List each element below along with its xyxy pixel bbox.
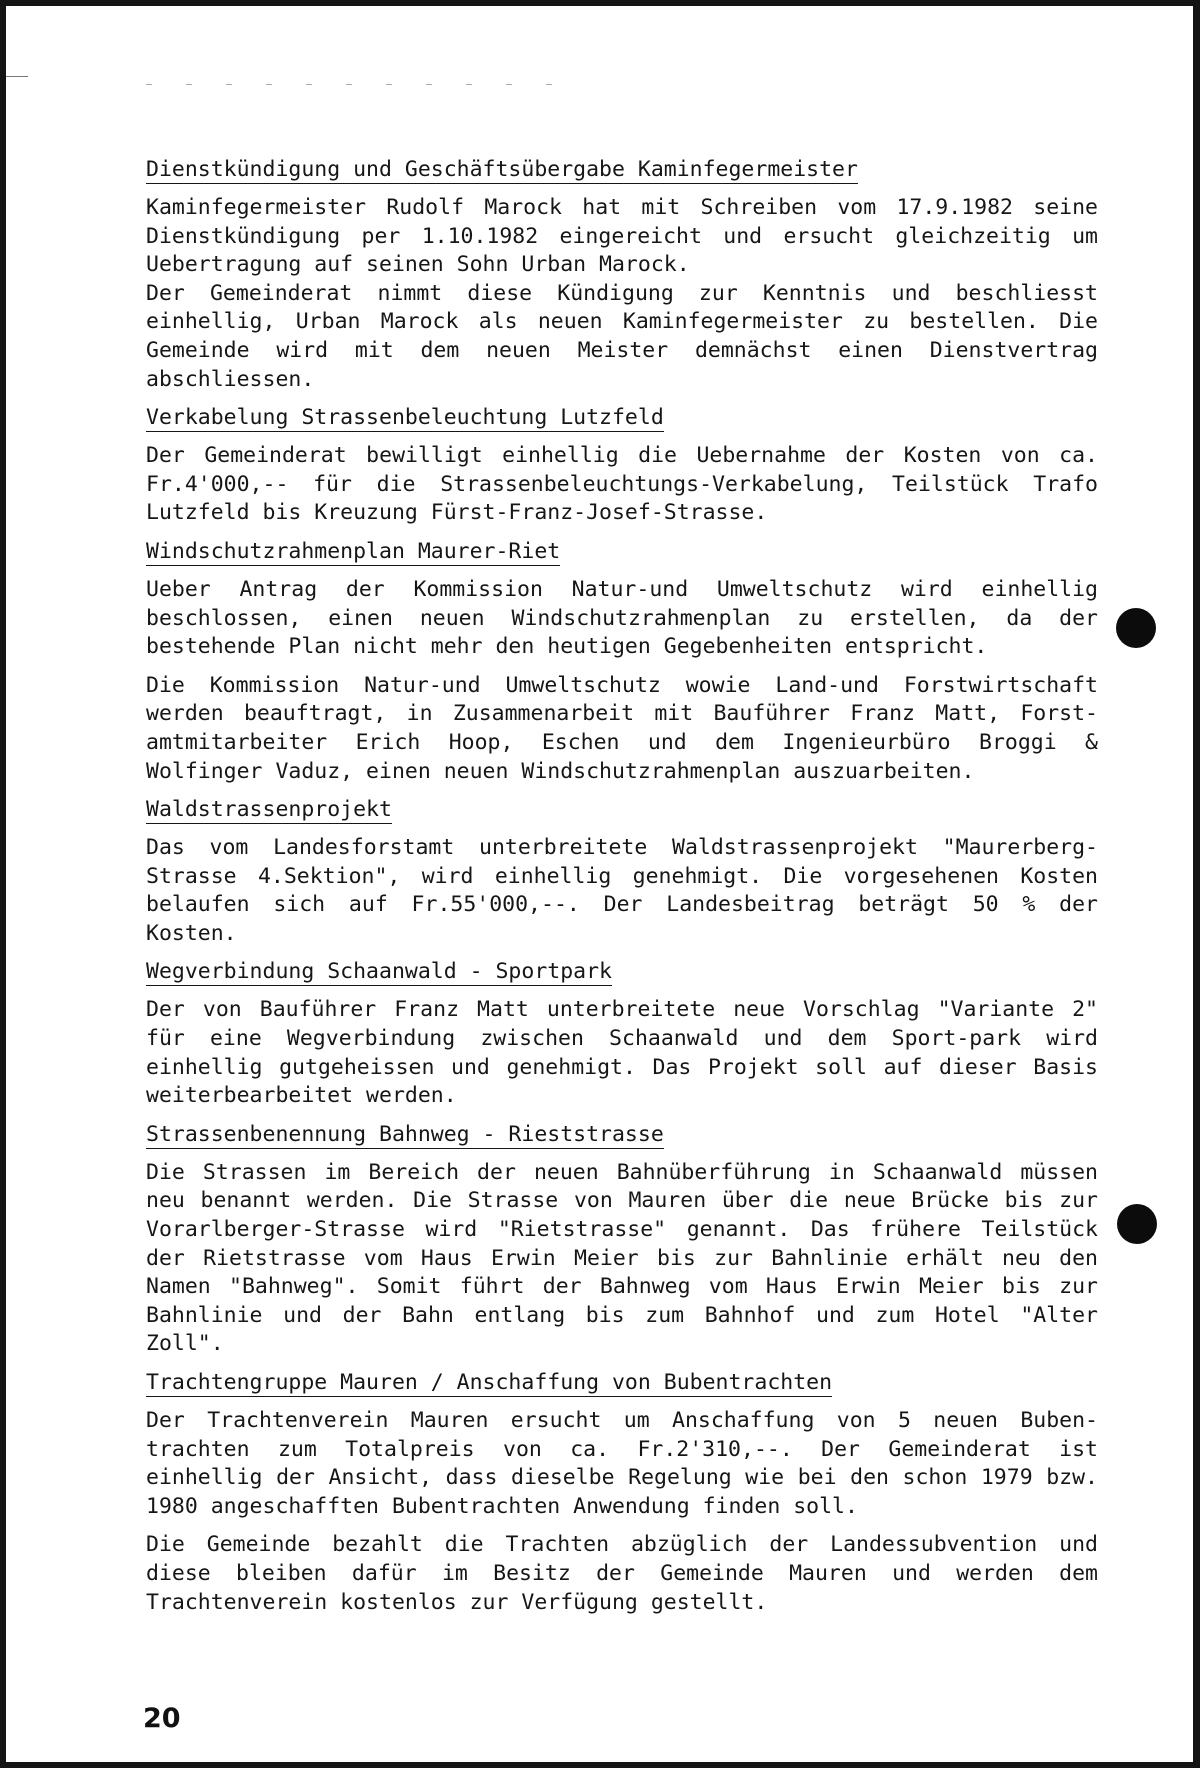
scan-speck (146, 84, 566, 85)
paragraph: Das vom Landesforstamt unterbreitete Waldstrassenprojekt "Maurerberg-Strasse 4.Sektion", wird einhellig genehmigt. Die vorgesehenen Kosten belaufen sich auf Fr.55'000,--. Der Landesbeitrag beträgt 50 % der Kosten. (146, 835, 1098, 946)
paragraph: Kaminfegermeister Rudolf Marock hat mit Schreiben vom 17.9.1982 seine Dienstkündigung per 1.10.1982 eingereicht und ersucht gleichzeitig um Uebertragung auf seinen Sohn Urban Marock. Der Gemeinderat nimmt diese Kündigung zur Kenntnis und beschliesst einhellig, Urban Marock als neuen Kaminfegermeister zu bestellen. Die Gemeinde wird mit dem neuen Meister demnächst einen Dienstvertrag abschliessen. (146, 195, 1098, 392)
document-page (6, 6, 1193, 1762)
punch-hole (1117, 1204, 1157, 1244)
punch-hole (1116, 608, 1156, 648)
section-waldstrassenprojekt (146, 796, 1098, 948)
page-number: 20 (143, 1703, 181, 1734)
scan-speck (6, 76, 28, 77)
document-body (146, 156, 1098, 1627)
paragraph: Der Trachtenverein Mauren ersucht um Anschaffung von 5 neuen Buben-trachten zum Totalpreis von ca. Fr.2'310,--. Der Gemeinderat ist einhellig der Ansicht, dass dieselbe Regelung wie bei den schon 1979 bzw. 1980 angeschafften Bubentrachten Anwendung finden soll. (146, 1408, 1098, 1519)
section-heading: Verkabelung Strassenbeleuchtung Lutzfeld (146, 405, 664, 431)
section-heading: Waldstrassenprojekt (146, 797, 392, 823)
section-windschutzrahmenplan (146, 538, 1098, 786)
section-verkabelung (146, 404, 1098, 528)
paragraph: Die Gemeinde bezahlt die Trachten abzüglich der Landessubvention und diese bleiben dafür im Besitz der Gemeinde Mauren und werden dem Trachtenverein kostenlos zur Verfügung gestellt. (146, 1532, 1098, 1615)
paragraph: Der von Bauführer Franz Matt unterbreitete neue Vorschlag "Variante 2" für eine Wegverbindung zwischen Schaanwald und dem Sport-park wird einhellig gutgeheissen und genehmigt. Das Projekt soll auf dieser Basis weiterbearbeitet werden. (146, 997, 1098, 1109)
section-dienstkuendigung (146, 156, 1098, 394)
section-trachtengruppe (146, 1369, 1098, 1617)
paragraph: Die Strassen im Bereich der neuen Bahnüberführung in Schaanwald müssen neu benannt werden. Die Strasse von Mauren über die neue Brücke bis zur Vorarlberger-Strasse wird "Rietstrasse" genannt. Das frühere Teilstück der Rietstrasse vom Haus Erwin Meier bis zur Bahnlinie erhält neu den Namen "Bahnweg". Somit führt der Bahnweg vom Haus Erwin Meier bis zur Bahnlinie und der Bahn entlang bis zum Bahnhof und zum Hotel "Alter Zoll". (146, 1159, 1098, 1357)
section-wegverbindung (146, 958, 1098, 1110)
paragraph: Der Gemeinderat bewilligt einhellig die Uebernahme der Kosten von ca. Fr.4'000,-- für die Strassenbeleuchtungs-Verkabelung, Teilstück Trafo Lutzfeld bis Kreuzung Fürst-Franz-Josef-Strasse. (146, 443, 1098, 526)
section-strassenbenennung (146, 1121, 1098, 1359)
section-heading: Dienstkündigung und Geschäftsübergabe Kaminfegermeister (146, 157, 858, 182)
paragraph: Die Kommission Natur-und Umweltschutz wowie Land-und Forstwirtschaft werden beauftragt, in Zusammenarbeit mit Bauführer Franz Matt, Forst-amtmitarbeiter Erich Hoop, Eschen und dem Ingenieurbüro Broggi & Wolfinger Vaduz, einen neuen Windschutzrahmenplan auszuarbeiten. (146, 672, 1098, 784)
section-heading: Wegverbindung Schaanwald - Sportpark (146, 959, 612, 985)
paragraph: Ueber Antrag der Kommission Natur-und Umweltschutz wird einhellig beschlossen, einen neuen Windschutzrahmenplan zu erstellen, da der bestehende Plan nicht mehr den heutigen Gegebenheiten entspricht. (146, 576, 1098, 660)
section-heading: Windschutzrahmenplan Maurer-Riet (146, 538, 561, 564)
section-heading: Trachtengruppe Mauren / Anschaffung von Bubentrachten (146, 1370, 833, 1395)
section-heading: Strassenbenennung Bahnweg - Rieststrasse (146, 1121, 664, 1147)
